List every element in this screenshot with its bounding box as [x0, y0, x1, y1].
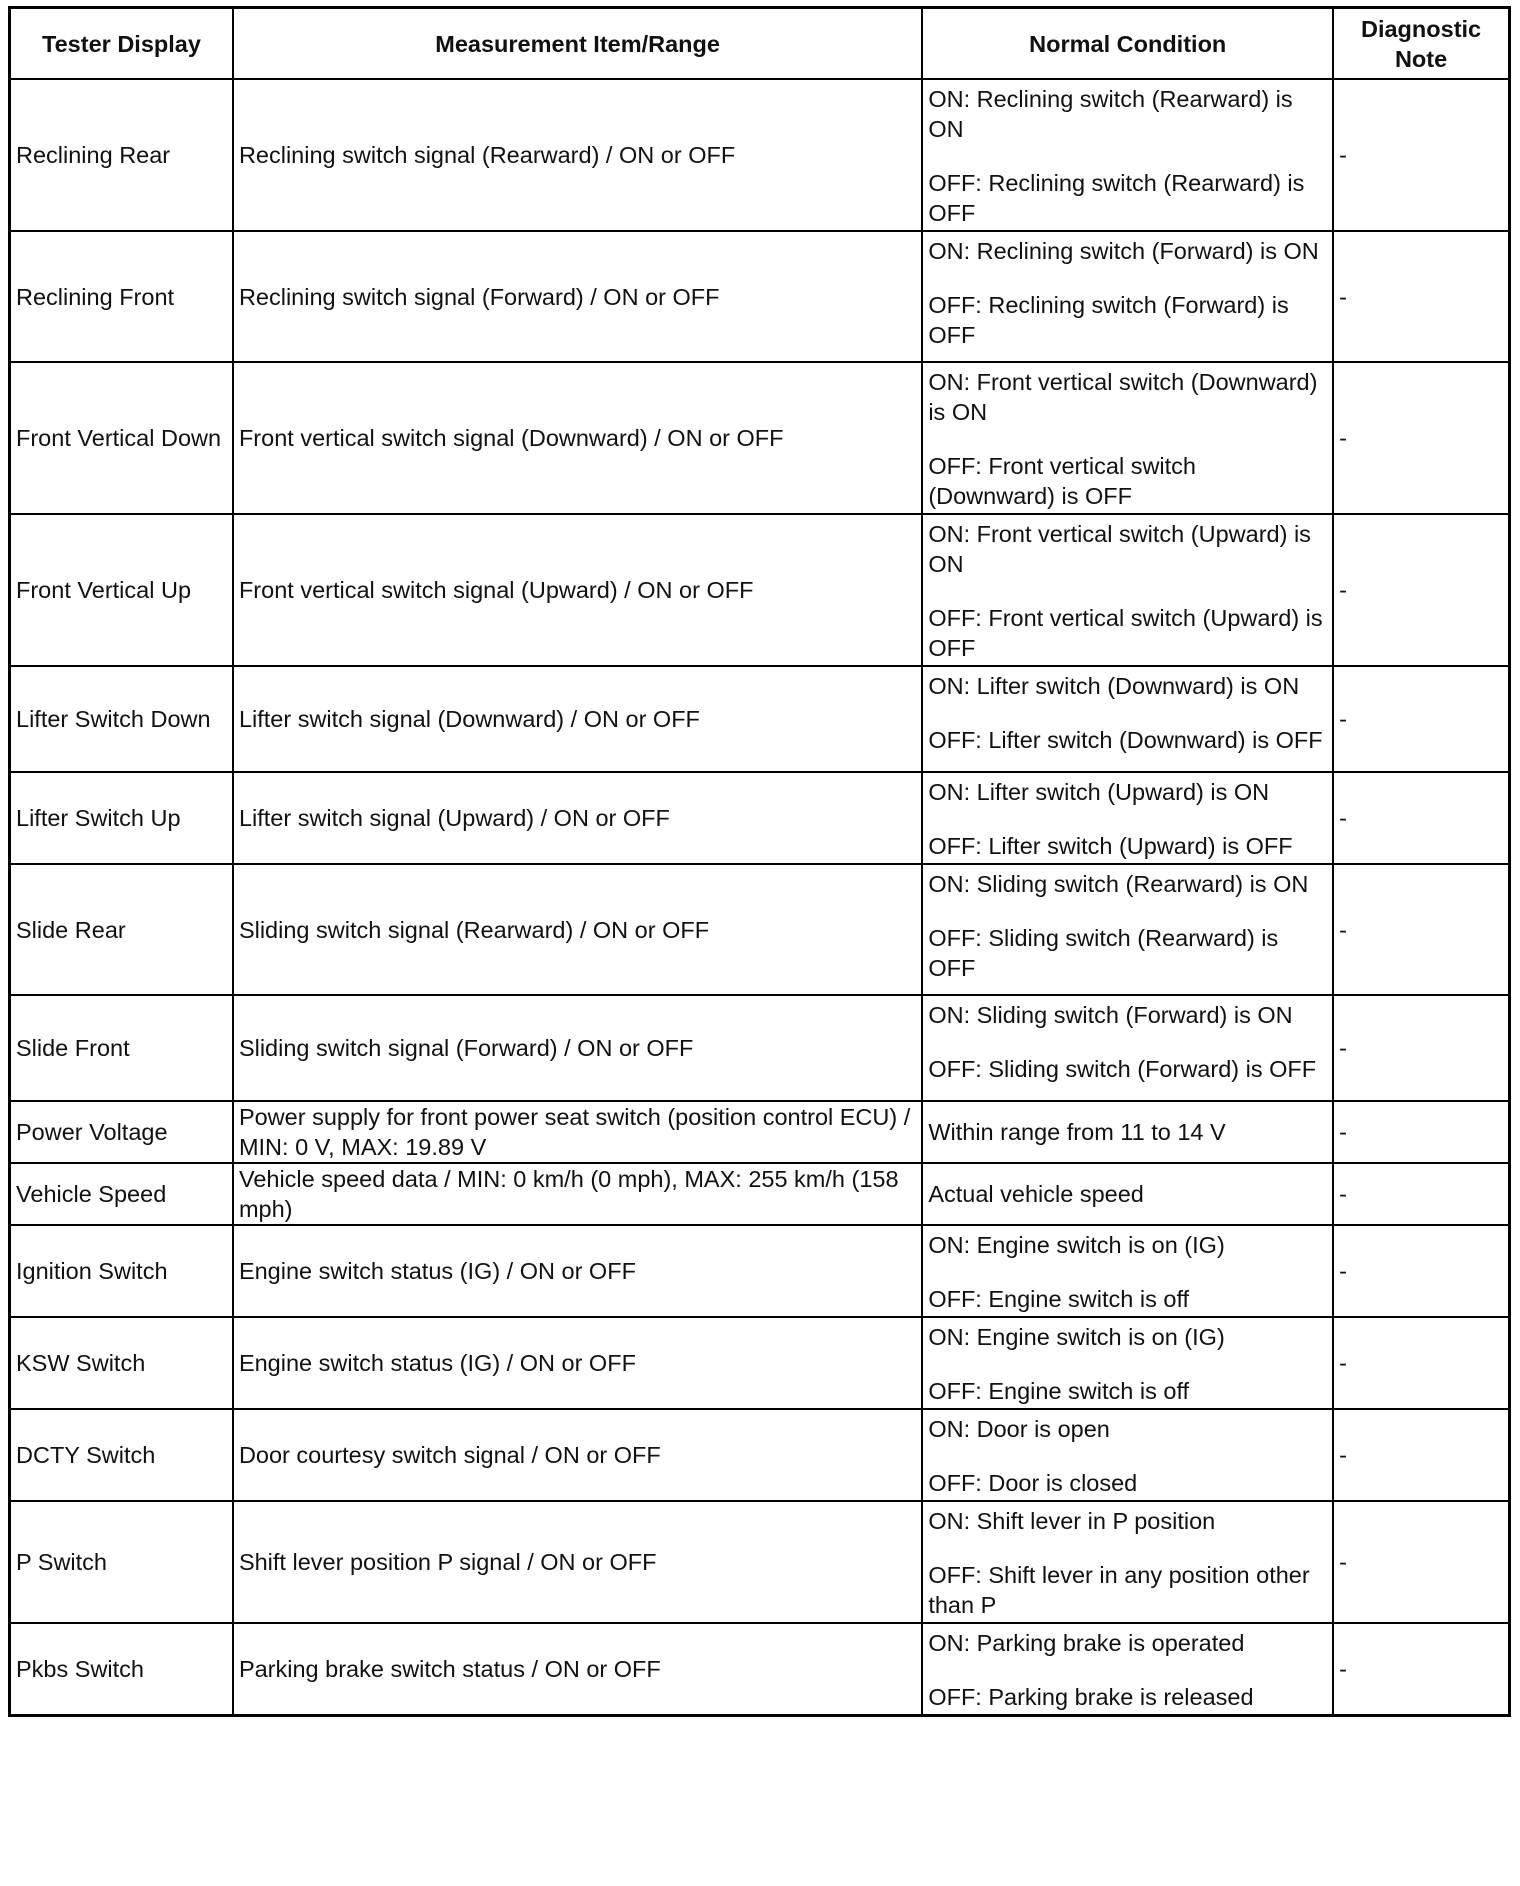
measurement-cell: Reclining switch signal (Rearward) / ON or OFF	[233, 79, 922, 231]
table-row	[10, 1101, 1510, 1163]
condition-line: OFF: Parking brake is released	[928, 1684, 1254, 1710]
tester-display-cell: Reclining Front	[10, 231, 233, 362]
table-row	[10, 772, 1510, 864]
normal-condition-cell	[922, 231, 1333, 362]
condition-line: OFF: Engine switch is off	[928, 1286, 1190, 1312]
diagnostic-note-cell: -	[1333, 666, 1509, 772]
header-measurement: Measurement Item/Range	[233, 8, 922, 80]
condition-line: ON: Front vertical switch (Upward) is ON	[928, 521, 1311, 577]
tester-display-cell: Vehicle Speed	[10, 1163, 233, 1225]
condition-line: OFF: Lifter switch (Downward) is OFF	[928, 727, 1323, 753]
normal-condition-cell	[922, 995, 1333, 1101]
measurement-cell: Shift lever position P signal / ON or OFF	[233, 1501, 922, 1623]
condition-line: ON: Shift lever in P position	[928, 1508, 1216, 1534]
condition-line: ON: Sliding switch (Forward) is ON	[928, 1002, 1293, 1028]
condition-line: ON: Lifter switch (Downward) is ON	[928, 673, 1300, 699]
condition-line: ON: Front vertical switch (Downward) is ON	[928, 369, 1318, 425]
condition-line: OFF: Engine switch is off	[928, 1378, 1190, 1404]
table-row	[10, 1501, 1510, 1623]
tester-display-cell: Power Voltage	[10, 1101, 233, 1163]
condition-line: OFF: Sliding switch (Rearward) is OFF	[928, 925, 1279, 981]
normal-condition-cell	[922, 666, 1333, 772]
condition-line: OFF: Front vertical switch (Downward) is OFF	[928, 453, 1196, 509]
condition-line: ON: Lifter switch (Upward) is ON	[928, 779, 1270, 805]
measurement-cell: Lifter switch signal (Upward) / ON or OFF	[233, 772, 922, 864]
measurement-cell: Parking brake switch status / ON or OFF	[233, 1623, 922, 1716]
measurement-cell: Sliding switch signal (Rearward) / ON or OFF	[233, 864, 922, 995]
condition-line: OFF: Door is closed	[928, 1470, 1138, 1496]
table-row	[10, 666, 1510, 772]
condition-line: ON: Engine switch is on (IG)	[928, 1232, 1225, 1258]
tester-display-cell: Lifter Switch Up	[10, 772, 233, 864]
normal-condition-cell	[922, 362, 1333, 514]
diagnostic-note-cell: -	[1333, 1501, 1509, 1623]
measurement-cell: Door courtesy switch signal / ON or OFF	[233, 1409, 922, 1501]
measurement-cell: Engine switch status (IG) / ON or OFF	[233, 1317, 922, 1409]
diagnostic-note-cell: -	[1333, 1225, 1509, 1317]
table-row	[10, 514, 1510, 666]
diagnostic-note-cell: -	[1333, 1163, 1509, 1225]
tester-display-cell: Slide Rear	[10, 864, 233, 995]
condition-line: OFF: Lifter switch (Upward) is OFF	[928, 833, 1293, 859]
normal-condition-cell	[922, 864, 1333, 995]
condition-line: OFF: Shift lever in any position other than P	[928, 1562, 1310, 1618]
tester-display-cell: DCTY Switch	[10, 1409, 233, 1501]
measurement-cell: Vehicle speed data / MIN: 0 km/h (0 mph), MAX: 255 km/h (158 mph)	[233, 1163, 922, 1225]
header-row	[10, 8, 1510, 80]
measurement-cell: Engine switch status (IG) / ON or OFF	[233, 1225, 922, 1317]
diagnostic-note-cell: -	[1333, 514, 1509, 666]
normal-condition-cell	[922, 1623, 1333, 1716]
condition-line: OFF: Sliding switch (Forward) is OFF	[928, 1056, 1317, 1082]
condition-line: ON: Reclining switch (Forward) is ON	[928, 238, 1319, 264]
tester-display-cell: P Switch	[10, 1501, 233, 1623]
diagnostic-note-cell: -	[1333, 1623, 1509, 1716]
condition-line: ON: Engine switch is on (IG)	[928, 1324, 1225, 1350]
normal-condition-cell	[922, 1225, 1333, 1317]
header-tester-display: Tester Display	[10, 8, 233, 80]
condition-line: ON: Reclining switch (Rearward) is ON	[928, 86, 1293, 142]
table-body	[10, 79, 1510, 1716]
condition-line: Within range from 11 to 14 V	[928, 1119, 1226, 1145]
header-normal-condition: Normal Condition	[922, 8, 1333, 80]
table-row	[10, 995, 1510, 1101]
condition-line: OFF: Front vertical switch (Upward) is OFF	[928, 605, 1323, 661]
tester-display-cell: Slide Front	[10, 995, 233, 1101]
normal-condition-cell	[922, 514, 1333, 666]
diagnostic-note-cell: -	[1333, 231, 1509, 362]
table-row	[10, 79, 1510, 231]
measurement-cell: Power supply for front power seat switch (position control ECU) / MIN: 0 V, MAX: 19.89 V	[233, 1101, 922, 1163]
tester-display-cell: Lifter Switch Down	[10, 666, 233, 772]
diagnostic-note-cell: -	[1333, 1317, 1509, 1409]
tester-display-cell: Pkbs Switch	[10, 1623, 233, 1716]
data-list-sheet	[8, 6, 1511, 1717]
header-diagnostic-note: Diagnostic Note	[1333, 8, 1509, 80]
condition-line: OFF: Reclining switch (Rearward) is OFF	[928, 170, 1305, 226]
normal-condition-cell	[922, 1101, 1333, 1163]
table-row	[10, 1163, 1510, 1225]
table-row	[10, 1317, 1510, 1409]
measurement-cell: Front vertical switch signal (Upward) / ON or OFF	[233, 514, 922, 666]
table-row	[10, 1623, 1510, 1716]
diagnostic-note-cell: -	[1333, 995, 1509, 1101]
normal-condition-cell	[922, 1163, 1333, 1225]
condition-line: OFF: Reclining switch (Forward) is OFF	[928, 292, 1289, 348]
normal-condition-cell	[922, 1317, 1333, 1409]
measurement-cell: Lifter switch signal (Downward) / ON or OFF	[233, 666, 922, 772]
diagnostic-note-cell: -	[1333, 1409, 1509, 1501]
diagnostic-note-cell: -	[1333, 362, 1509, 514]
table-row	[10, 1409, 1510, 1501]
measurement-cell: Front vertical switch signal (Downward) / ON or OFF	[233, 362, 922, 514]
table-header	[10, 8, 1510, 80]
tester-display-cell: KSW Switch	[10, 1317, 233, 1409]
data-list-table	[8, 6, 1511, 1717]
condition-line: Actual vehicle speed	[928, 1181, 1144, 1207]
tester-display-cell: Front Vertical Down	[10, 362, 233, 514]
measurement-cell: Sliding switch signal (Forward) / ON or OFF	[233, 995, 922, 1101]
condition-line: ON: Door is open	[928, 1416, 1110, 1442]
tester-display-cell: Reclining Rear	[10, 79, 233, 231]
diagnostic-note-cell: -	[1333, 1101, 1509, 1163]
normal-condition-cell	[922, 772, 1333, 864]
measurement-cell: Reclining switch signal (Forward) / ON or OFF	[233, 231, 922, 362]
condition-line: ON: Sliding switch (Rearward) is ON	[928, 871, 1309, 897]
normal-condition-cell	[922, 1409, 1333, 1501]
normal-condition-cell	[922, 1501, 1333, 1623]
condition-line: ON: Parking brake is operated	[928, 1630, 1245, 1656]
table-row	[10, 231, 1510, 362]
normal-condition-cell	[922, 79, 1333, 231]
table-row	[10, 1225, 1510, 1317]
tester-display-cell: Front Vertical Up	[10, 514, 233, 666]
diagnostic-note-cell: -	[1333, 864, 1509, 995]
table-row	[10, 864, 1510, 995]
table-row	[10, 362, 1510, 514]
tester-display-cell: Ignition Switch	[10, 1225, 233, 1317]
diagnostic-note-cell: -	[1333, 79, 1509, 231]
diagnostic-note-cell: -	[1333, 772, 1509, 864]
